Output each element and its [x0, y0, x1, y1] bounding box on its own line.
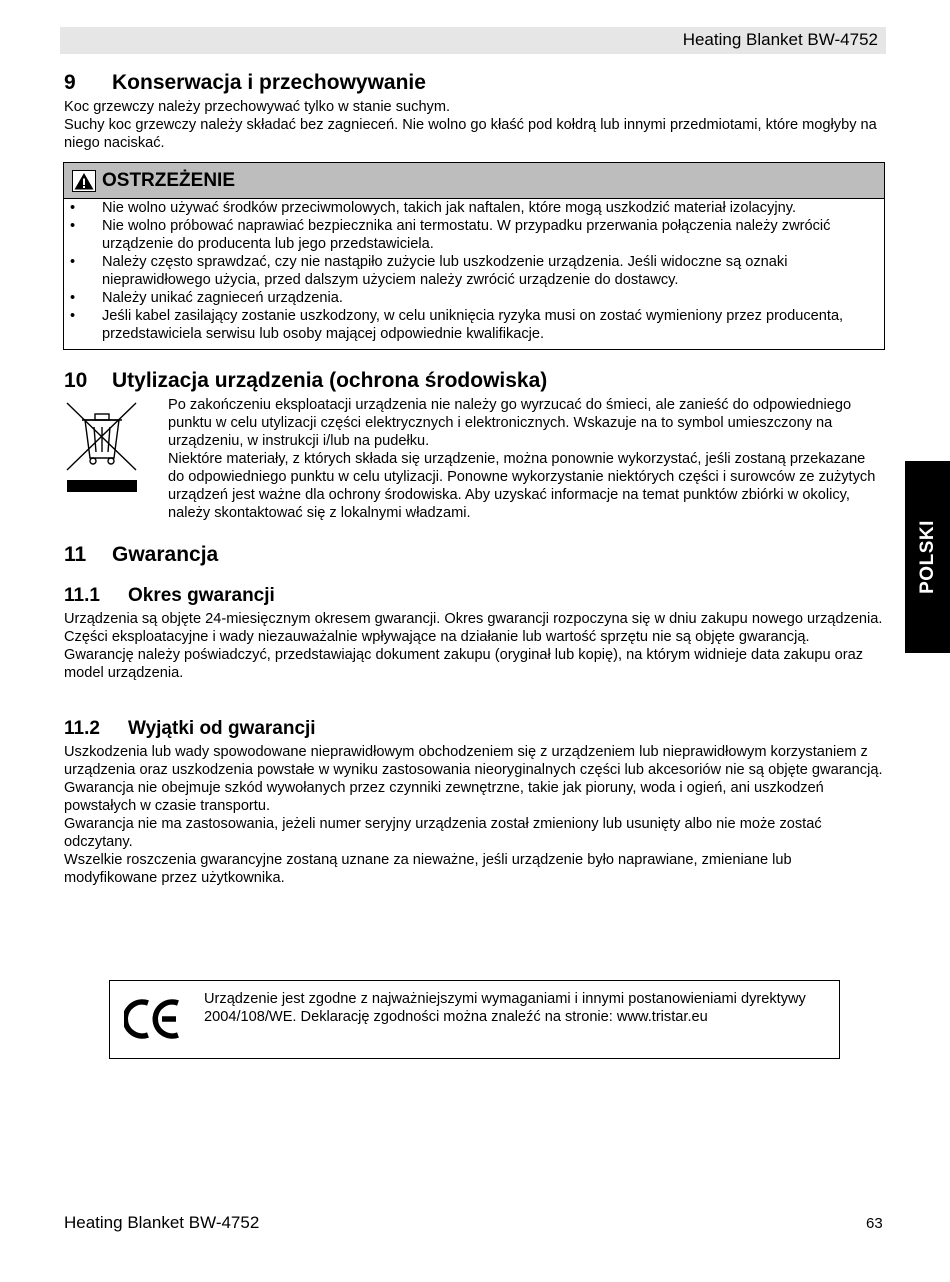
section-11-number: 11 [64, 543, 87, 566]
section-11-heading [64, 543, 218, 567]
ce-compliance-box [109, 980, 840, 1059]
section-11-2-title: Wyjątki od gwarancji [128, 718, 316, 739]
language-tab-label: POLSKI [916, 520, 938, 594]
section-9-title: Konserwacja i przechowywanie [112, 71, 426, 94]
section-11-1-number: 11.1 [64, 585, 100, 606]
section-9-paragraph: Koc grzewczy należy przechowywać tylko w stanie suchym. [64, 99, 451, 115]
warning-header [64, 163, 884, 199]
section-11-2-number: 11.2 [64, 718, 100, 739]
section-9-heading [64, 71, 426, 95]
warning-item: • Należy unikać zagnieceń urządzenia. [64, 289, 884, 307]
warning-list [64, 199, 884, 343]
section-11-1-paragraph: Części eksploatacyjne i wady niezauważalnie wpływające na działanie lub wartość sprzętu nie są objęte gwarancją. [64, 629, 810, 645]
page-header [60, 27, 886, 54]
section-9-paragraph: Suchy koc grzewczy należy składać bez zagnieceń. Nie wolno go kłaść pod kołdrą lub innymi przedmiotami, które mogłyby na niego naciskać. [64, 117, 877, 151]
section-9-number: 9 [64, 71, 76, 94]
warning-title: OSTRZEŻENIE [102, 169, 236, 191]
section-10-paragraph: Po zakończeniu eksploatacji urządzenia nie należy go wyrzucać do śmieci, ale zanieść do odpowiedniego punktu w celu utylizacji części elektrycznych i elektronicznych. Wskazuje na to symbol umieszczony na urządzeniu, w instrukcji i/lub na pudełku. [168, 397, 852, 449]
warning-triangle-icon [72, 170, 96, 192]
section-11-1-heading [64, 585, 275, 607]
section-11-1-title: Okres gwarancji [128, 585, 275, 606]
section-11-2-paragraph: Gwarancja nie ma zastosowania, jeżeli numer seryjny urządzenia został zmieniony lub usunięty albo nie może zostać odczytany. [64, 816, 822, 850]
section-10-title: Utylizacja urządzenia (ochrona środowiska) [112, 369, 548, 392]
section-10-heading [64, 369, 547, 393]
warning-box [63, 162, 885, 350]
ce-text: Urządzenie jest zgodne z najważniejszymi wymaganiami i innymi postanowieniami dyrektywy 2004/108/WE. Deklarację zgodności można znaleźć na stronie: www.tristar.eu [204, 991, 806, 1025]
section-11-2-paragraph: Gwarancja nie obejmuje szkód wywołanych przez czynniki zewnętrzne, takie jak pioruny, woda i ogień, ani uszkodzeń powstałych w czasie transportu. [64, 780, 824, 814]
section-11-2-paragraph: Uszkodzenia lub wady spowodowane nieprawidłowym obchodzeniem się z urządzeniem lub nieprawidłowym korzystaniem z urządzenia oraz uszkodzenia powstałe w wyniku zastosowania nieoryginalnych części lub akcesoriów nie są objęte gwarancją. [64, 744, 883, 778]
section-11-1-paragraph: Urządzenia są objęte 24-miesięcznym okresem gwarancji. Okres gwarancji rozpoczyna się w dniu zakupu nowego urządzenia. [64, 611, 883, 627]
header-title: Heating Blanket BW-4752 [682, 30, 878, 49]
warning-item: • Nie wolno próbować naprawiać bezpiecznika ani termostatu. W przypadku przerwania połączenia należy zwrócić urządzenie do producenta lub jego przedstawiciela. [64, 217, 884, 253]
section-11-2-body [64, 743, 886, 887]
section-10-body [168, 396, 884, 522]
section-11-1-paragraph: Gwarancję należy poświadczyć, przedstawiając dokument zakupu (oryginał lub kopię), na którym widnieje data zakupu oraz model urządzenia. [64, 647, 864, 681]
warning-item: • Należy często sprawdzać, czy nie nastąpiło zużycie lub uszkodzenie urządzenia. Jeśli widoczne są oznaki nieprawidłowego użycia, przed dalszym użyciem należy zwrócić urządzenie do dostawcy. [64, 253, 884, 289]
language-tab [905, 461, 950, 653]
page-number: 63 [866, 1215, 883, 1232]
section-10-number: 10 [64, 369, 88, 392]
section-11-title: Gwarancja [112, 543, 219, 566]
section-11-2-paragraph: Wszelkie roszczenia gwarancyjne zostaną uznane za nieważne, jeśli urządzenie było naprawiane, zmieniane lub modyfikowane przez użytkownika. [64, 852, 792, 886]
section-11-1-body [64, 610, 886, 682]
warning-item: • Nie wolno używać środków przeciwmolowych, takich jak naftalen, które mogą uszkodzić materiał izolacyjny. [64, 199, 884, 217]
warning-item: • Jeśli kabel zasilający zostanie uszkodzony, w celu uniknięcia ryzyka musi on zostać wymieniony przez producenta, przedstawiciela serwisu lub osoby mającej odpowiednie kwalifikacje. [64, 307, 884, 343]
crossed-bin-icon [64, 400, 140, 494]
ce-mark-icon [124, 997, 182, 1041]
section-11-2-heading [64, 718, 316, 740]
section-9-body [64, 98, 886, 152]
section-10-paragraph: Niektóre materiały, z których składa się urządzenie, można ponownie wykorzystać, jeśli zostaną przekazane do odpowiedniego punktu w celu utylizacji. Ponowne wykorzystanie niektórych części i surowców ze zużytych urządzeń jest ważne dla ochrony środowiska. Aby uzyskać informacje na temat punktów zbiórki w okolicy, należy skontaktować się z lokalnymi władzami. [168, 451, 876, 521]
footer-title: Heating Blanket BW-4752 [64, 1213, 260, 1232]
